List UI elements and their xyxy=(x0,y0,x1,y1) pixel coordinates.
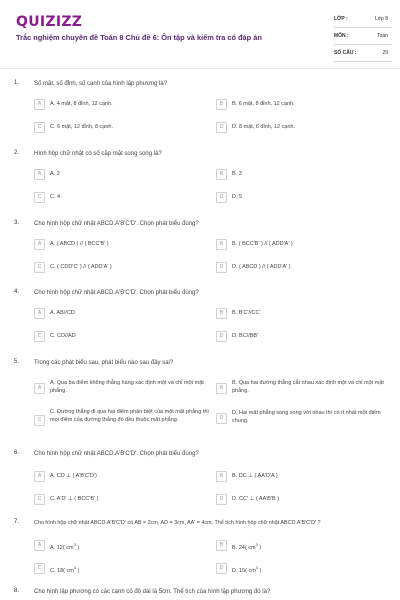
quizizz-logo: QUIZIZZ xyxy=(16,14,83,30)
question-number: 2. xyxy=(14,150,20,156)
worksheet-header xyxy=(0,0,400,68)
option-letter-badge: B xyxy=(216,239,227,250)
meta-row-count xyxy=(334,47,392,62)
question-number: 8. xyxy=(14,588,20,594)
option-text: A. CD ⊥ ( A'B'C'D') xyxy=(50,473,97,479)
option-letter-badge: A xyxy=(34,239,45,250)
option-letter-badge: D xyxy=(216,494,227,505)
meta-label: LỚP : xyxy=(334,16,348,22)
option-letter-badge: A xyxy=(34,99,45,110)
question-text: Cho hình hộp chữ nhật ABCD.A'B'C'D'. Chọn phát biểu đúng? xyxy=(34,451,199,457)
option-text: A. Qua ba điểm không thẳng hàng xác định một và chỉ một mặt phẳng. xyxy=(50,380,204,394)
question-text: Cho hình hộp chữ nhật ABCD.A'B'C'D'. Chọn phát biểu đúng? xyxy=(34,221,199,227)
option-text: D. BC//BB' xyxy=(232,333,259,339)
option-text: D. Hai mặt phẳng song song với nhau thì có ít nhất một điểm chung. xyxy=(232,410,381,424)
option-letter-badge: C xyxy=(34,192,45,203)
option-text: C. 6 mặt, 12 đỉnh, 8 cạnh. xyxy=(50,124,113,130)
meta-value: 29 xyxy=(382,50,388,56)
option-letter-badge: B xyxy=(216,540,227,551)
option-text: B. 3 xyxy=(232,171,242,177)
option-text: B. 6 mặt, 8 đỉnh, 12 cạnh. xyxy=(232,101,295,107)
meta-value: Lớp 8 xyxy=(374,16,388,22)
option-letter-badge: C xyxy=(34,262,45,273)
question-text: Cho hình hộp chữ nhật ABCD.A'B'C'D'. Chọn phát biểu đúng? xyxy=(34,290,199,296)
option-text: A. 12( $cm^3$ ) xyxy=(50,542,80,551)
question-text: Trong các phát biểu sau, phát biểu nào sau đây sai? xyxy=(34,360,174,366)
option-letter-badge: C xyxy=(34,563,45,574)
option-text: D. ( ABCD ) // ( ADD'A' ) xyxy=(232,264,291,270)
option-letter-badge: C xyxy=(34,331,45,342)
option-text: C. A'D' ⊥ ( BCC'B' ) xyxy=(50,496,99,502)
option-text: B. 24( $cm^3$ ) xyxy=(232,542,262,551)
question-number: 1. xyxy=(14,80,20,86)
worksheet-meta xyxy=(334,13,392,64)
option-letter-badge: B xyxy=(216,383,227,394)
option-text: B. DC ⊥ ( AA'D'A ) xyxy=(232,473,278,479)
question-number: 6. xyxy=(14,450,20,456)
option-letter-badge: C xyxy=(34,415,45,426)
option-text: A. AB//CD xyxy=(50,310,75,316)
meta-label: MÔN : xyxy=(334,33,349,39)
option-letter-badge: B xyxy=(216,99,227,110)
option-letter-badge: A xyxy=(34,308,45,319)
question-number: 3. xyxy=(14,220,20,226)
option-letter-badge: C xyxy=(34,494,45,505)
option-letter-badge: D xyxy=(216,192,227,203)
option-text: C. 4 xyxy=(50,194,61,200)
question-number: 7. xyxy=(14,519,20,525)
option-letter-badge: B xyxy=(216,169,227,180)
worksheet-title: Trắc nghiệm chuyên đề Toán 8 Chủ đề 6: Ôn tập và kiểm tra có đáp án xyxy=(16,33,262,42)
option-letter-badge: D xyxy=(216,413,227,424)
option-letter-badge: A xyxy=(34,471,45,482)
option-text: D. 15( $cm^3$ ) xyxy=(232,565,262,574)
question-text: Hình hộp chữ nhật có số cặp mặt song song là? xyxy=(34,151,162,157)
option-text: C. CD//AD xyxy=(50,333,76,339)
option-letter-badge: B xyxy=(216,471,227,482)
option-text: B. B'C'//CC' xyxy=(232,310,261,316)
option-letter-badge: D xyxy=(216,563,227,574)
question-text: Số mặt, số đỉnh, số cạnh của hình lập phương là? xyxy=(34,81,168,87)
option-text: D. 5 xyxy=(232,194,243,200)
option-text: D. 8 mặt, 6 đỉnh, 12 cạnh. xyxy=(232,124,295,130)
option-letter-badge: A xyxy=(34,540,45,551)
option-text: A. 4 mặt, 8 đỉnh, 12 cạnh. xyxy=(50,101,113,107)
question-number: 4. xyxy=(14,289,20,295)
meta-row-class xyxy=(334,13,392,28)
option-letter-badge: C xyxy=(34,122,45,133)
option-letter-badge: D xyxy=(216,262,227,273)
meta-label: SỐ CÂU : xyxy=(334,50,357,56)
option-text: C. Đường thẳng đi qua hai điểm phân biệt của một mặt phẳng thì mọi điểm của đường thẳng đó đều thuộc mặt phẳng. xyxy=(50,409,209,423)
question-text: Cho hình hộp chữ nhật ABCD.A'B'C'D' có AB = 2cm, AD = 3cm, AA' = 4cm. Thể tích hình hộp chữ nhật ABCD.A'B'C'D' ? xyxy=(34,520,321,526)
option-text: B. ( BCC'B' ) // ( ADD'A' ) xyxy=(232,241,293,247)
option-letter-badge: B xyxy=(216,308,227,319)
question-number: 5. xyxy=(14,359,20,365)
option-text: C. ( CDD'C' ) // ( ADD'A' ) xyxy=(50,264,112,270)
option-text: D. CC' ⊥ ( AA'B'B ) xyxy=(232,496,280,502)
option-letter-badge: A xyxy=(34,383,45,394)
question-text: Cho hình lập phương có các cạnh có độ dài là 5cm. Thể tích của hình lập phương đó là? xyxy=(34,589,271,595)
meta-value: Toán xyxy=(377,33,388,39)
option-letter-badge: D xyxy=(216,122,227,133)
option-text: C. 18( $cm^3$ ) xyxy=(50,565,80,574)
option-letter-badge: A xyxy=(34,169,45,180)
option-text: A. 2 xyxy=(50,171,60,177)
option-text: B. Qua hai đường thẳng cắt nhau xác định một và chỉ một mặt phẳng. xyxy=(232,380,384,394)
option-letter-badge: D xyxy=(216,331,227,342)
meta-row-subject xyxy=(334,30,392,45)
option-text: A. ( ABCD ) // ( BCC'B' ) xyxy=(50,241,109,247)
header-divider xyxy=(0,68,400,69)
